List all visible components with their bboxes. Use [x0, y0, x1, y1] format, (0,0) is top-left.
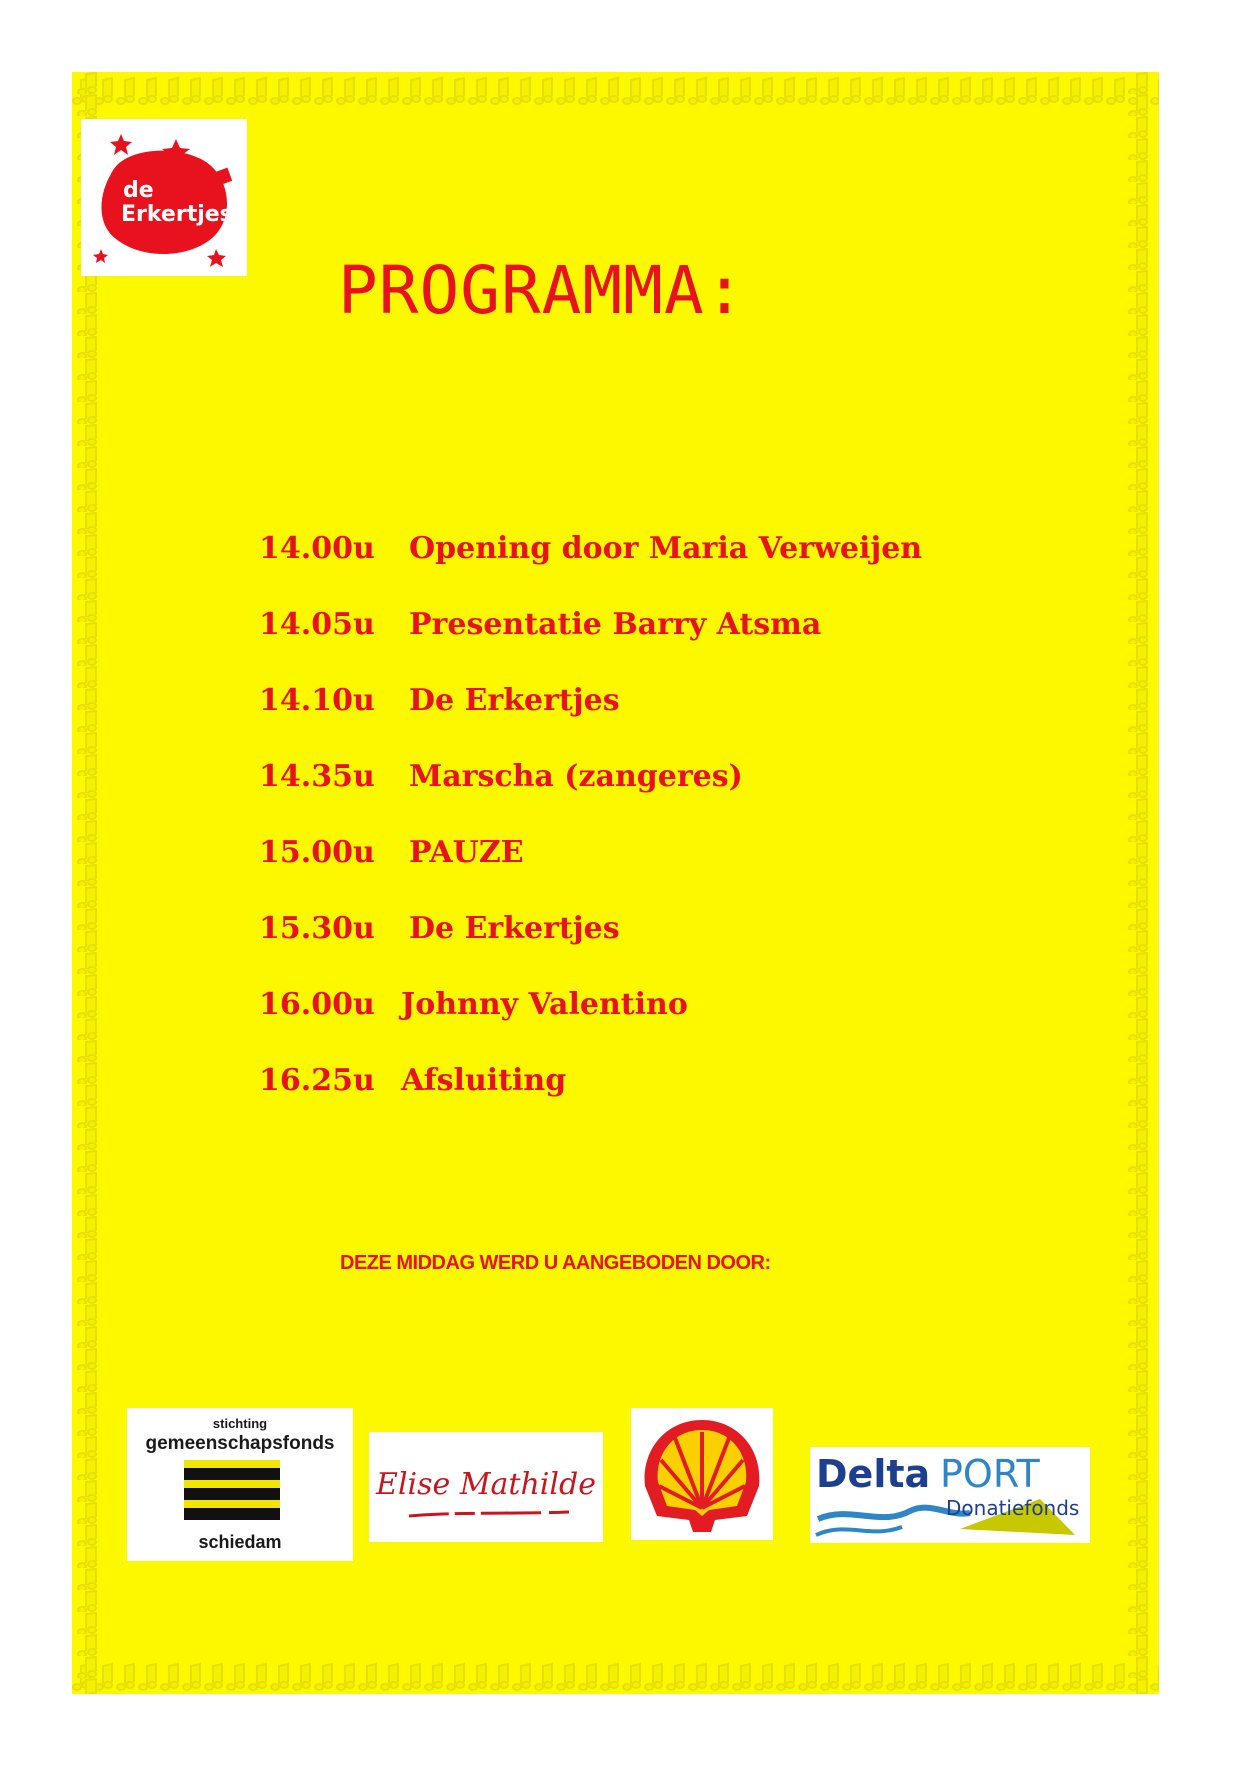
elise-mathilde-text: Elise Mathilde — [376, 1467, 596, 1502]
program-list — [259, 510, 922, 1118]
program-act: De Erkertjes — [409, 910, 620, 946]
sponsor-elise-mathilde-logo — [369, 1432, 603, 1542]
program-item — [259, 1042, 922, 1118]
program-item — [259, 890, 922, 966]
music-note-border-top — [72, 72, 1159, 108]
gf-line1: stichting — [212, 1416, 268, 1431]
sponsor-deltaport-logo — [810, 1447, 1090, 1543]
program-act: Opening door Maria Verweijen — [409, 530, 923, 566]
gf-stripes — [184, 1460, 280, 1520]
program-time: 15.30u — [259, 910, 375, 946]
music-note-border-bottom — [72, 1658, 1159, 1694]
program-time: 14.00u — [259, 530, 375, 566]
gf-line3: schiedam — [198, 1532, 282, 1552]
program-act: Johnny Valentino — [401, 986, 688, 1022]
program-act: De Erkertjes — [409, 682, 620, 718]
sponsor-shell-logo — [631, 1408, 773, 1540]
program-time: 14.05u — [259, 606, 375, 642]
program-item — [259, 662, 922, 738]
page-title: PROGRAMMA: — [338, 252, 746, 329]
program-time: 16.25u — [259, 1062, 375, 1098]
deltaport-sub: Donatiefonds — [946, 1496, 1080, 1520]
program-item — [259, 586, 922, 662]
program-item — [259, 966, 922, 1042]
program-act: PAUZE — [409, 834, 524, 870]
program-item — [259, 814, 922, 890]
music-note-border-right — [1123, 72, 1159, 1694]
program-act: Afsluiting — [401, 1062, 567, 1098]
logo-line1: de — [123, 178, 154, 203]
program-time: 14.10u — [259, 682, 375, 718]
sponsors-heading: DEZE MIDDAG WERD U AANGEBODEN DOOR: — [340, 1252, 771, 1274]
program-time: 15.00u — [259, 834, 375, 870]
gf-line2: gemeenschapsfonds — [145, 1433, 335, 1454]
shell-pecten-icon — [631, 1408, 773, 1540]
deltaport-part2: PORT — [940, 1452, 1040, 1496]
program-time: 16.00u — [259, 986, 375, 1022]
program-act: Marscha (zangeres) — [409, 758, 743, 794]
music-note-border-left — [72, 72, 108, 1694]
sponsor-gemeenschapsfonds-logo — [127, 1408, 353, 1561]
program-act: Presentatie Barry Atsma — [409, 606, 822, 642]
program-item — [259, 738, 922, 814]
program-time: 14.35u — [259, 758, 375, 794]
deltaport-part1: Delta — [816, 1452, 931, 1496]
erkertjes-logo — [81, 119, 247, 276]
logo-line2: Erkertjes — [121, 202, 233, 227]
program-item — [259, 510, 922, 586]
